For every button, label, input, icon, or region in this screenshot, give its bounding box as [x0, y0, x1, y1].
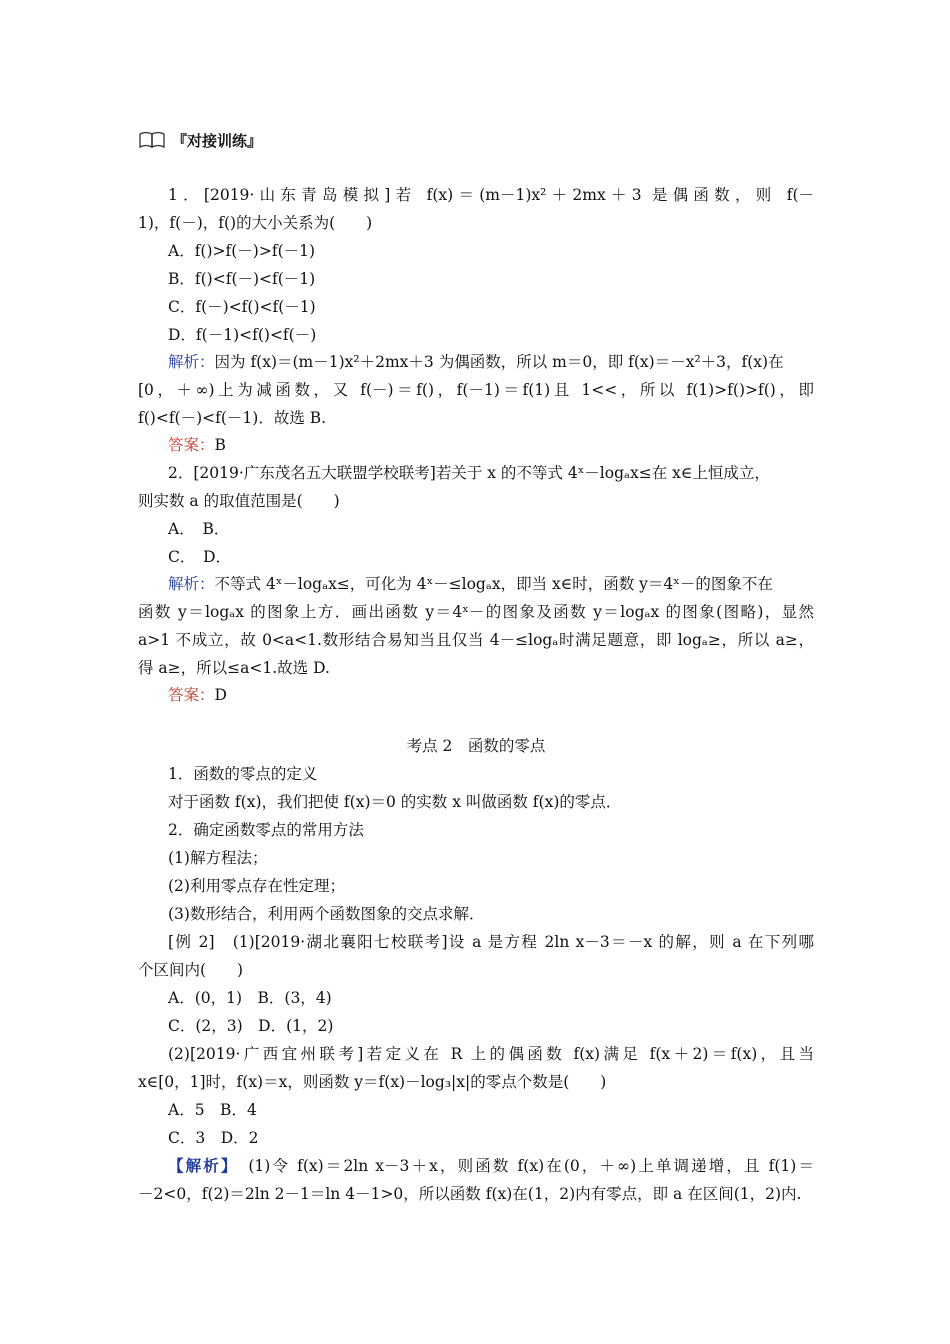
method-3: (3)数形结合，利用两个函数图象的交点求解．	[168, 905, 485, 923]
example2-part2-line-2: x∈[0，1]时，f(x)＝x，则函数 y＝f(x)－log₃|x|的零点个数是( )	[138, 1073, 607, 1091]
q2-line-1: 2．[2019·广东茂名五大联盟学校联考]若关于 x 的不等式 4ˣ－logₐx≤在 x∈上恒成立，	[168, 464, 770, 482]
section-header	[138, 128, 262, 152]
section-title: 考点 2 函数的零点	[406, 737, 546, 755]
q2-analysis-line-3: a>1 不成立，故 0<a<1.数形结合易知当且仅当 4－≤logₐ时满足题意，即 logₐ≥，所以 a≥，	[138, 631, 814, 649]
q1-analysis-line-1: 解析：因为 f(x)＝(m－1)x²＋2mx＋3 为偶函数，所以 m＝0，即 f(x)＝－x²＋3，f(x)在	[168, 353, 784, 371]
q1-option-d: D．f(－1)<f()<f(－)	[168, 326, 317, 344]
example2-line-2: 个区间内( )	[138, 961, 244, 979]
q2-answer: 答案：D	[168, 686, 227, 704]
q1-option-a: A．f()>f(－)>f(－1)	[168, 242, 316, 260]
example2-analysis-line-2: －2<0，f(2)＝2ln 2－1＝ln 4－1>0，所以函数 f(x)在(1，2)内有零点，即 a 在区间(1，2)内.	[138, 1185, 802, 1203]
analysis-label: 解析：	[168, 353, 215, 371]
answer-label: 答案：	[168, 686, 215, 704]
q1-analysis-line-3: f()<f(－)<f(－1)．故选 B.	[138, 409, 327, 427]
method-1: (1)解方程法；	[168, 849, 268, 867]
q1-line-2: 1)，f(－)，f()的大小关系为( )	[138, 214, 373, 232]
q2-analysis-line-2: 函数 y＝logₐx 的图象上方．画出函数 y＝4ˣ－的图象及函数 y＝logₐx 的图象(图略)，显然	[138, 603, 814, 621]
header-title: 『对接训练』	[172, 131, 263, 150]
example2-part2-options-cd: C．3 D．2	[168, 1129, 259, 1147]
methods-heading: 2．确定函数零点的常用方法	[168, 821, 364, 839]
definition-text: 对于函数 f(x)，我们把使 f(x)＝0 的实数 x 叫做函数 f(x)的零点．	[168, 793, 622, 811]
answer-label: 答案：	[168, 436, 215, 454]
q1-answer: 答案：B	[168, 436, 226, 454]
example2-line-1: [例 2] (1)[2019·湖北襄阳七校联考]设 a 是方程 2ln x－3＝－x 的解，则 a 在下列哪	[168, 933, 814, 951]
analysis-label: 解析：	[168, 575, 215, 593]
example2-analysis-line-1: 【解析】 (1)令 f(x)＝2ln x－3＋x，则函数 f(x)在(0，＋∞)上单调递增，且 f(1)＝	[168, 1156, 814, 1175]
example2-part2-options-ab: A．5 B．4	[168, 1101, 257, 1119]
analysis-bracket-label: 【解析】	[168, 1156, 231, 1175]
q2-options-ab: A． B．	[168, 520, 230, 538]
q1-line-1: 1．[2019·山东青岛模拟]若 f(x)＝(m－1)x²＋2mx＋3 是偶函数，则 f(－	[168, 186, 814, 204]
q1-option-c: C．f(－)<f()<f(－1)	[168, 298, 316, 316]
q2-options-cd: C． D．	[168, 548, 232, 566]
example2-part2-line-1: (2)[2019·广西宜州联考]若定义在 R 上的偶函数 f(x)满足 f(x＋2)＝f(x)，且当	[168, 1045, 814, 1063]
q2-analysis-line-1: 解析：不等式 4ˣ－logₐx≤，可化为 4ˣ－≤logₐx，即当 x∈时，函数 y＝4ˣ－的图象不在	[168, 575, 773, 593]
q2-analysis-line-4: 得 a≥，所以≤a<1.故选 D.	[138, 659, 330, 677]
definition-heading: 1．函数的零点的定义	[168, 765, 318, 783]
q1-analysis-line-2: [0，＋∞)上为减函数，又 f(－)＝f()，f(－1)＝f(1)且 1<<，所以 f(1)>f()>f()，即	[138, 381, 814, 399]
example2-options-cd: C．(2，3) D．(1，2)	[168, 1017, 334, 1035]
book-icon	[138, 131, 166, 149]
q2-line-2: 则实数 a 的取值范围是( )	[138, 492, 340, 510]
example2-options-ab: A．(0，1) B．(3，4)	[168, 989, 332, 1007]
method-2: (2)利用零点存在性定理；	[168, 877, 345, 895]
q1-option-b: B．f()<f(－)<f(－1)	[168, 270, 316, 288]
